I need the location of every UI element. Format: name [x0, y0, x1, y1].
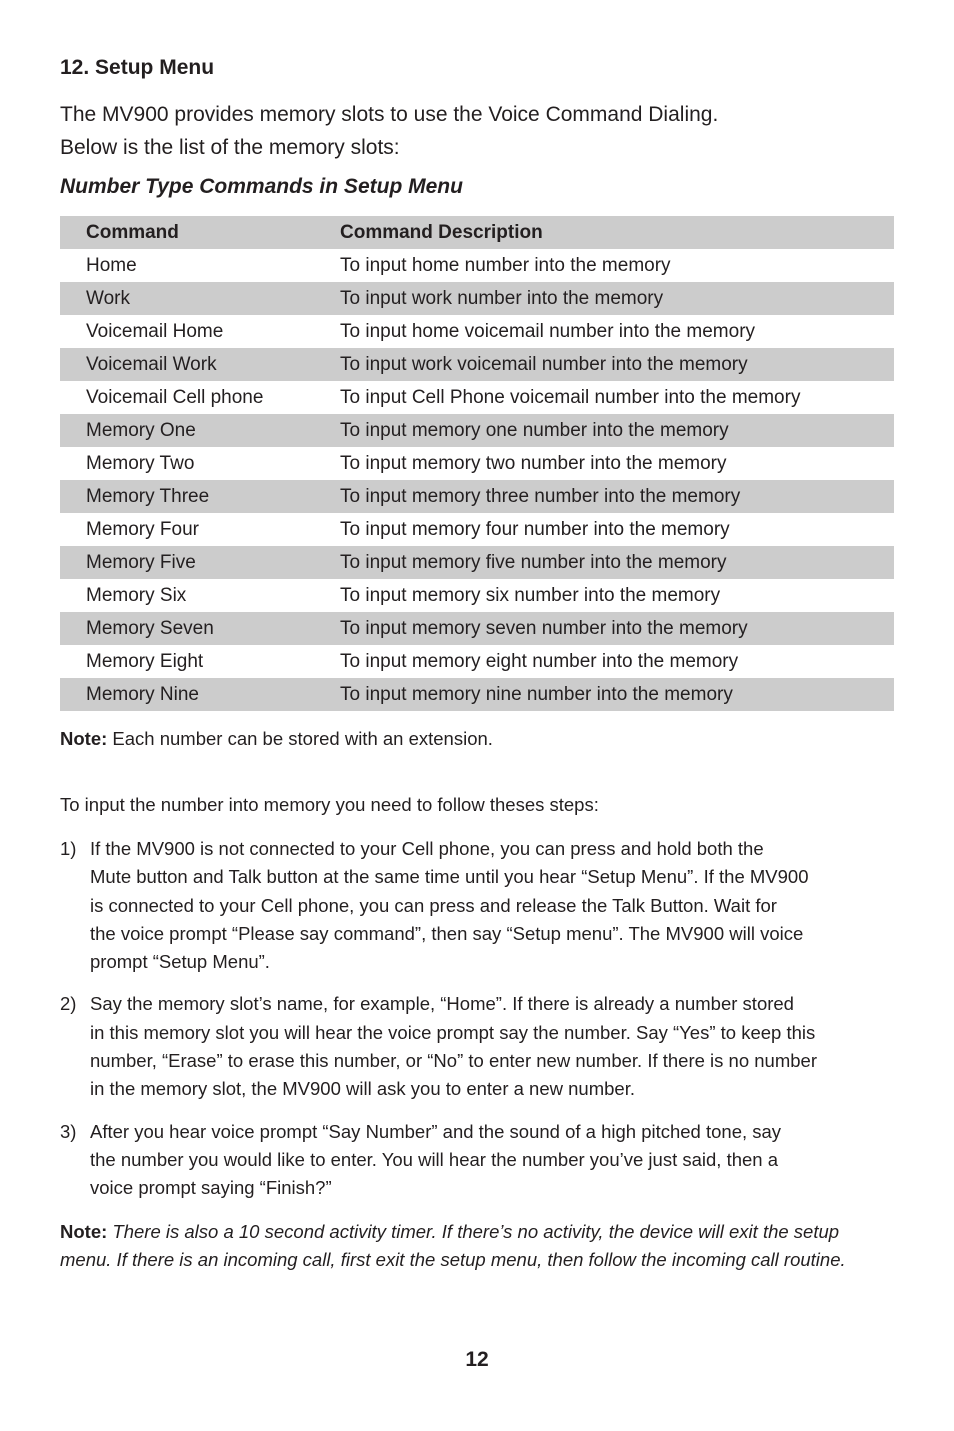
step-line: is connected to your Cell phone, you can press and release the Talk Button. Wait for [90, 894, 777, 916]
column-header-command: Command [60, 216, 340, 249]
step-line: in the memory slot, the MV900 will ask you to enter a new number. [90, 1078, 635, 1100]
extension-note [60, 728, 493, 750]
table-header-row [60, 216, 894, 249]
step-item [60, 835, 894, 976]
steps-list [60, 835, 894, 1217]
timer-note [60, 1218, 894, 1274]
step-line: in this memory slot you will hear the voice prompt say the number. Say “Yes” to keep this [90, 1021, 816, 1043]
description-cell: To input memory eight number into the memory [340, 650, 739, 672]
command-cell: Memory Four [86, 518, 199, 540]
table-row [60, 480, 894, 513]
commands-table [60, 216, 894, 711]
description-cell: To input memory two number into the memory [340, 452, 727, 474]
table-row [60, 612, 894, 645]
description-cell: To input Cell Phone voicemail number into the memory [340, 386, 801, 408]
description-cell: To input memory one number into the memory [340, 414, 894, 447]
description-cell: To input memory six number into the memory [340, 584, 721, 606]
step-line: the number you would like to enter. You will hear the number you’ve just said, then a [90, 1148, 779, 1170]
intro-paragraph [60, 98, 718, 164]
step-number: 2) [60, 993, 77, 1015]
command-cell: Memory Three [60, 480, 340, 513]
table-row [60, 513, 894, 546]
column-header-description: Command Description [340, 216, 894, 249]
command-cell: Voicemail Cell phone [86, 386, 264, 408]
command-cell: Memory Eight [86, 650, 204, 672]
command-cell: Memory Six [86, 584, 187, 606]
description-cell: To input memory five number into the memory [340, 546, 894, 579]
note-text: menu. If there is an incoming call, first exit the setup menu, then follow the incoming call routine. [60, 1249, 846, 1270]
step-number: 1) [60, 838, 77, 859]
table-row [60, 315, 894, 348]
intro-line: Below is the list of the memory slots: [60, 136, 400, 159]
command-cell: Memory Nine [60, 678, 340, 711]
table-row [60, 249, 894, 282]
note-text: There is also a 10 second activity timer. If there’s no activity, the device will exit the setup [107, 1221, 840, 1242]
command-cell: Memory Five [60, 546, 340, 579]
intro-line: The MV900 provides memory slots to use the Voice Command Dialing. [60, 103, 719, 126]
note-label: Note: [60, 1221, 108, 1242]
table-row [60, 678, 894, 711]
description-cell: To input memory four number into the memory [340, 518, 730, 540]
table-row [60, 579, 894, 612]
description-cell: To input home voicemail number into the memory [340, 320, 756, 342]
command-cell: Memory Two [86, 452, 195, 474]
note-label: Note: [60, 728, 108, 749]
description-cell: To input home number into the memory [340, 254, 671, 276]
step-line: the voice prompt “Please say command”, then say “Setup menu”. The MV900 will voice [90, 922, 804, 944]
command-cell: Memory Seven [60, 612, 340, 645]
command-cell: Home [86, 254, 137, 276]
step-line: prompt “Setup Menu”. [90, 951, 270, 973]
command-cell: Work [60, 282, 340, 315]
command-cell: Voicemail Home [86, 320, 224, 342]
step-line: Mute button and Talk button at the same time until you hear “Setup Menu”. If the MV900 [90, 866, 809, 888]
step-line: After you hear voice prompt “Say Number” and the sound of a high pitched tone, say [90, 1120, 782, 1142]
table-title: Number Type Commands in Setup Menu [60, 175, 463, 198]
description-cell: To input work voicemail number into the memory [340, 348, 894, 381]
table-row [60, 348, 894, 381]
table-row [60, 414, 894, 447]
description-cell: To input memory three number into the memory [340, 480, 894, 513]
step-line: number, “Erase” to erase this number, or “No” to enter new number. If there is no number [90, 1050, 817, 1072]
step-number: 3) [60, 1120, 77, 1142]
page-number: 12 [465, 1348, 489, 1371]
steps-intro: To input the number into memory you need to follow theses steps: [60, 794, 599, 815]
note-text: Each number can be stored with an extension. [107, 728, 493, 749]
step-line: If the MV900 is not connected to your Cell phone, you can press and hold both the [90, 838, 764, 859]
table-row [60, 447, 894, 480]
step-line: Say the memory slot’s name, for example, “Home”. If there is already a number stored [90, 993, 794, 1015]
table-row [60, 546, 894, 579]
section-title: 12. Setup Menu [60, 56, 215, 79]
table-row [60, 645, 894, 678]
step-item [60, 1118, 894, 1203]
table-row [60, 282, 894, 315]
step-item [60, 990, 894, 1103]
description-cell: To input memory seven number into the memory [340, 612, 894, 645]
table-row [60, 381, 894, 414]
description-cell: To input memory nine number into the memory [340, 678, 894, 711]
description-cell: To input work number into the memory [340, 282, 894, 315]
command-cell: Voicemail Work [60, 348, 340, 381]
command-cell: Memory One [60, 414, 340, 447]
step-line: voice prompt saying “Finish?” [90, 1177, 332, 1199]
